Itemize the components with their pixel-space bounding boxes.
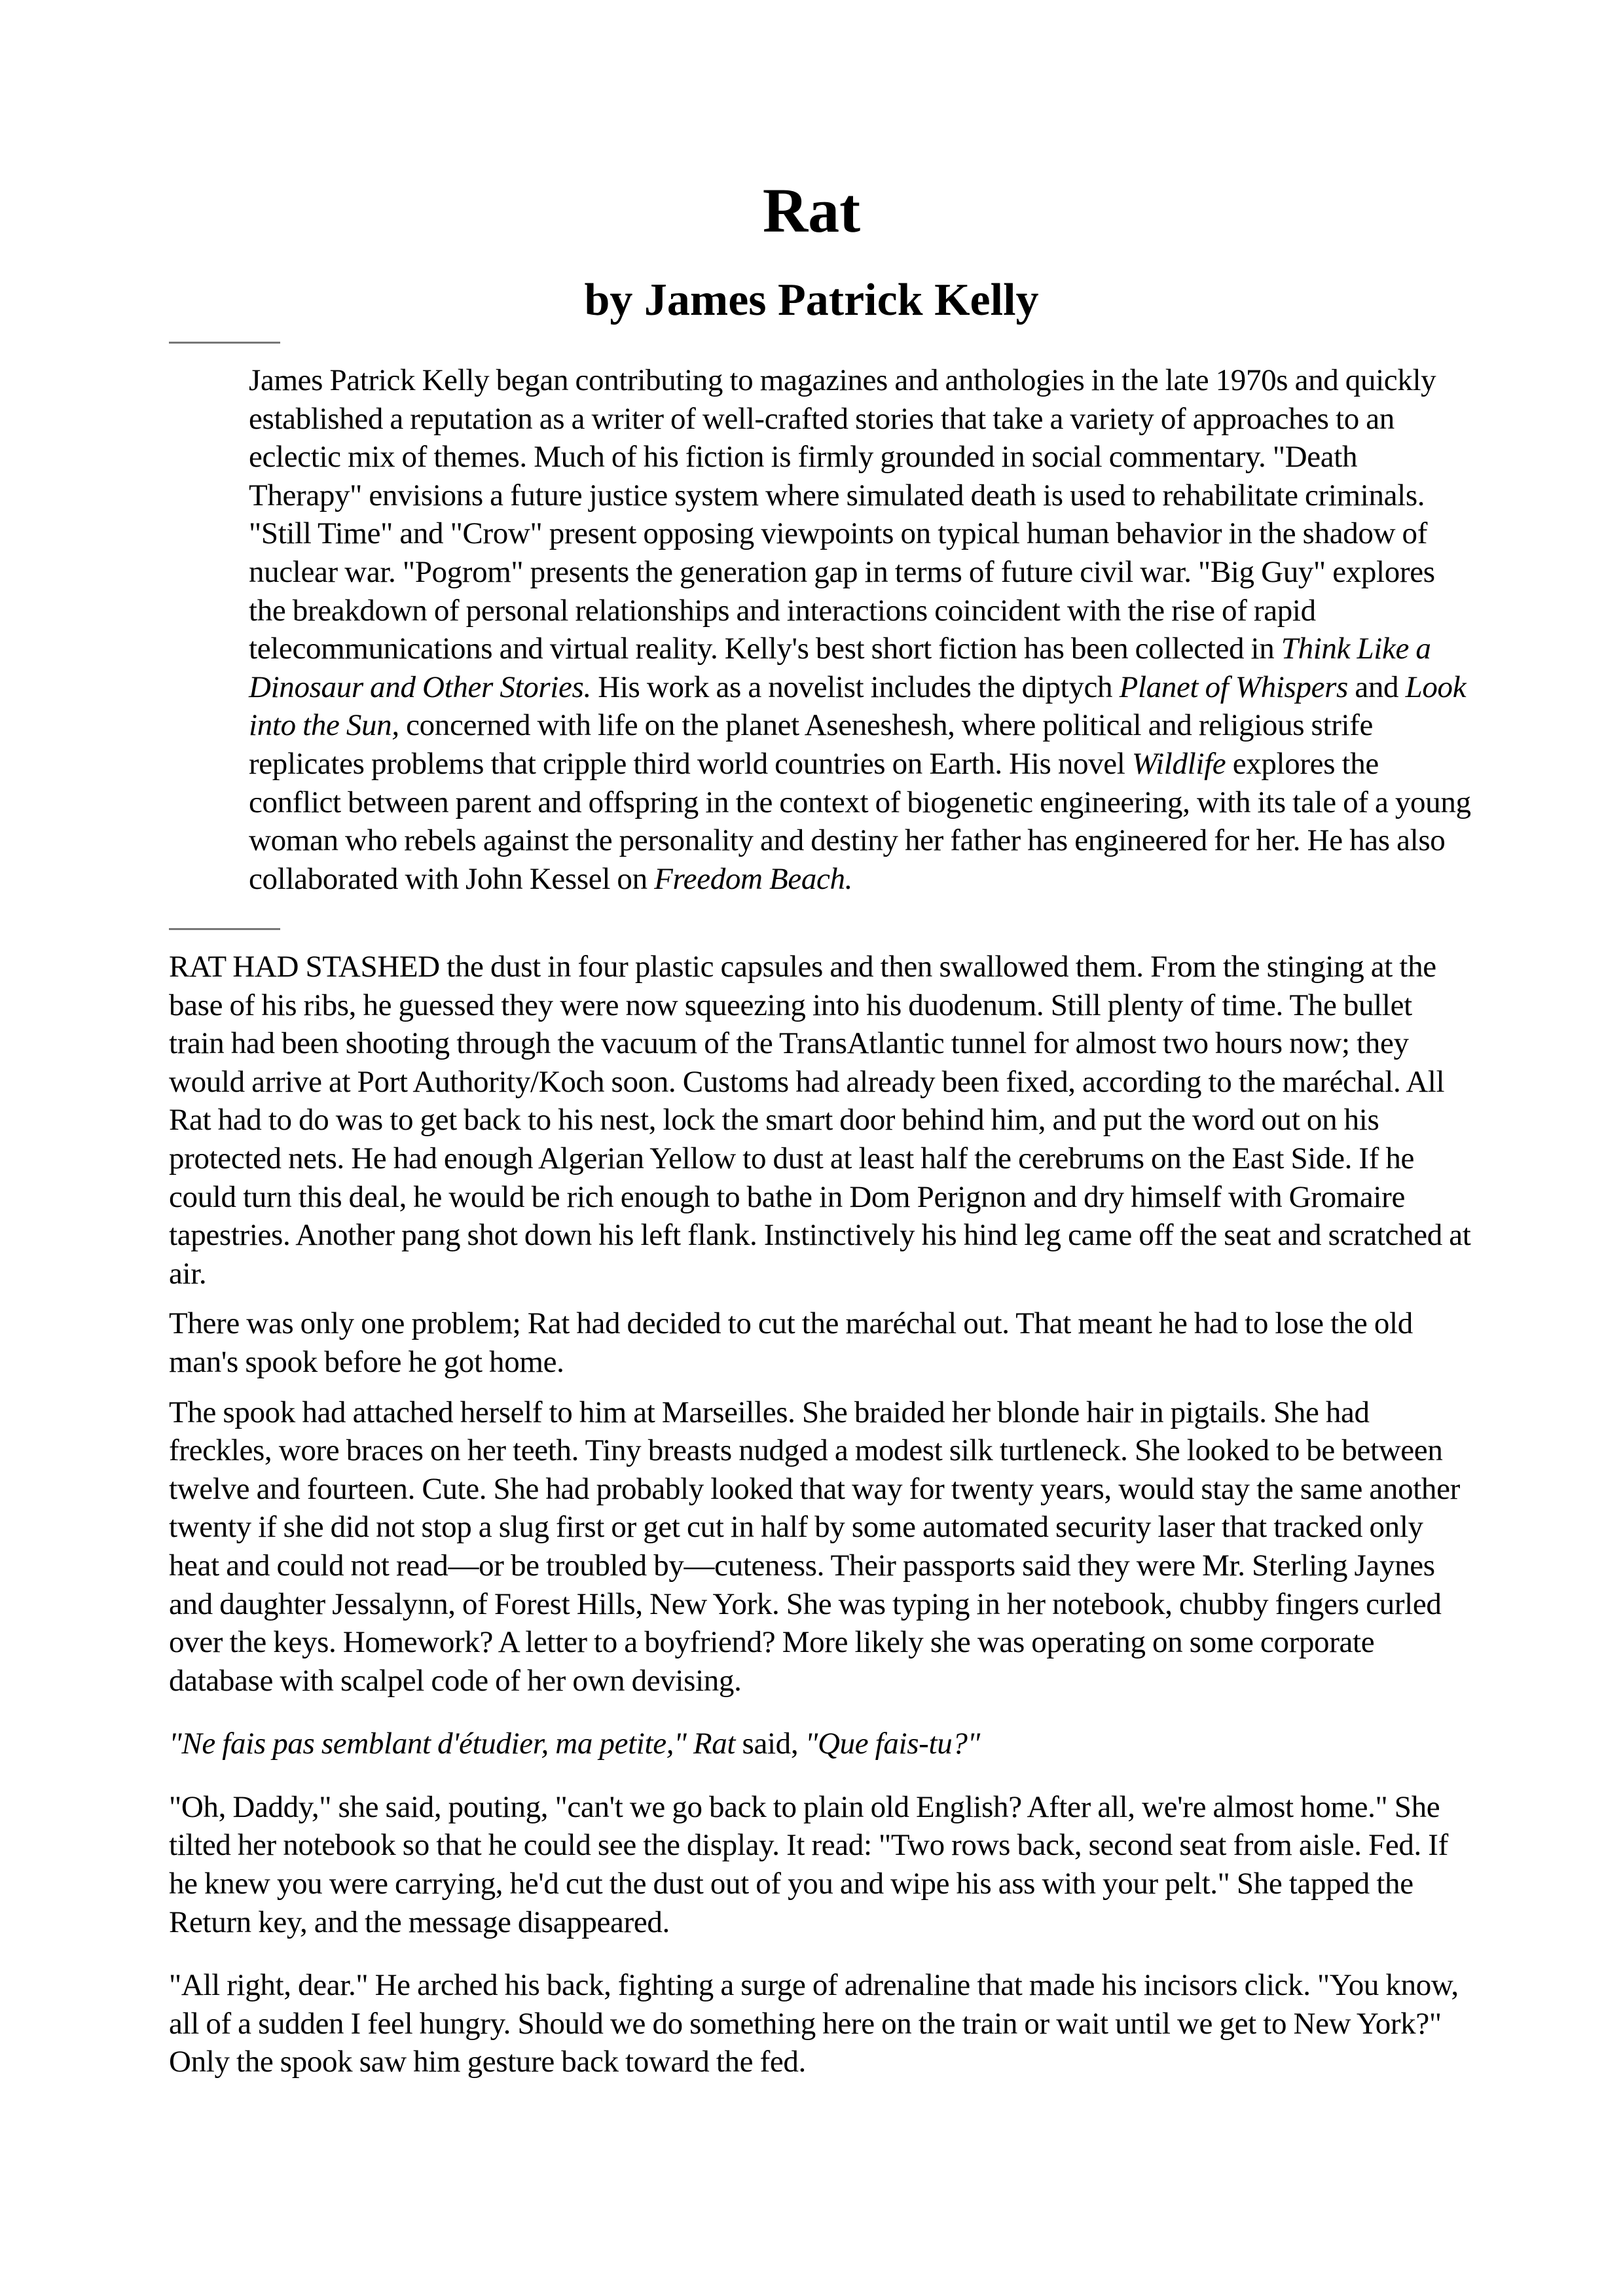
- story-paragraph: "All right, dear." He arched his back, fighting a surge of adrenaline that made his incisors click. "You know, all of a sudden I feel hungry. Should we do something here on the train or wait until we get to New York?" Only the spook saw him gesture back toward the fed.: [169, 1968, 1459, 2079]
- story-paragraph: "Oh, Daddy," she said, pouting, "can't we go back to plain old English? After all, we're almost home." She tilted her notebook so that he could see the display. It read: "Two rows back, second seat from aisle. Fed. If he knew you were carrying, he'd cut the dust out of you and wipe his ass with your pelt." She tapped the Return key, and the message disappeared.: [169, 1789, 1448, 1939]
- intro-text: His work as a novelist includes the diptych: [591, 670, 1120, 704]
- story-body: [169, 948, 1473, 2093]
- story-title: Rat: [762, 175, 861, 245]
- story-paragraph: [169, 1725, 1473, 1763]
- intro-bottom-rule: [169, 928, 280, 930]
- intro-text: explores the conflict between parent and offspring in the context of biogenetic engineering, with its tale of a young woman who rebels against the personality and destiny her father has engineered for her. He has also collaborated with John Kessel on: [249, 746, 1471, 896]
- story-byline: by James Patrick Kelly: [584, 275, 1039, 325]
- intro-text: concerned with life on the planet Aseneshesh, where political and religious strife replicates problems that cripple third world countries on Earth. His novel: [249, 708, 1374, 781]
- story-paragraph: The spook had attached herself to him at Marseilles. She braided her blonde hair in pigtails. She had freckles, wore braces on her teeth. Tiny breasts nudged a modest silk turtleneck. She looked to be between twelve and fourteen. Cute. She had probably looked that way for twenty years, would stay the same another twenty if she did not stop a slug first or get cut in half by some automated security laser that tracked only heat and could not read—or be troubled by—cuteness. Their passports said they were Mr. Sterling Jaynes and daughter Jessalynn, of Forest Hills, New York. She was typing in her notebook, chubby fingers curled over the keys. Homework? A letter to a boyfriend? More likely she was operating on some corporate database with scalpel code of her own devising.: [169, 1395, 1460, 1698]
- dialogue-tag: said,: [735, 1727, 805, 1761]
- intro-book-title: Look into the Sun,: [249, 670, 1467, 743]
- intro-text: and: [1347, 670, 1406, 704]
- intro-top-rule: [169, 342, 280, 344]
- intro-book-title: Planet of Whispers: [1119, 670, 1348, 704]
- intro-book-title: Wildlife: [1131, 746, 1226, 781]
- story-paragraph: There was only one problem; Rat had decided to cut the maréchal out. That meant he had to lose the old man's spook before he got home.: [169, 1306, 1413, 1379]
- french-dialogue: "Ne fais pas semblant d'étudier, ma petite," Rat: [169, 1727, 736, 1761]
- intro-text: James Patrick Kelly began contributing to magazines and anthologies in the late 1970s and quickly established a reputation as a writer of well-crafted stories that take a variety of approaches to an eclectic mix of themes. Much of his fiction is firmly grounded in social commentary. "Death Therapy" envisions a future justice system where simulated death is used to rehabilitate criminals. "Still Time" and "Crow" present opposing viewpoints on typical human behavior in the shadow of nuclear war. "Pogrom" presents the generation gap in terms of future civil war. "Big Guy" explores the breakdown of personal relationships and interactions coincident with the rise of rapid telecommunications and virtual reality. Kelly's best short fiction has been collected in: [249, 363, 1436, 666]
- french-dialogue: "Que fais-tu?": [805, 1727, 980, 1761]
- intro-book-title: Freedom Beach.: [654, 861, 853, 896]
- story-paragraph: RAT HAD STASHED the dust in four plastic capsules and then swallowed them. From the stinging at the base of his ribs, he guessed they were now squeezing into his duodenum. Still plenty of time. The bullet train had been shooting through the vacuum of the TransAtlantic tunnel for almost two hours now; they would arrive at Port Authority/Koch soon. Customs had already been fixed, according to the maréchal. All Rat had to do was to get back to his nest, lock the smart door behind him, and put the word out on his protected nets. He had enough Algerian Yellow to dust at least half the cerebrums on the East Side. If he could turn this deal, he would be rich enough to bathe in Dom Perignon and dry himself with Gromaire tapestries. Another pang shot down his left flank. Instinctively his hind leg came off the seat and scratched at air.: [169, 950, 1471, 1291]
- intro-book-title: Think Like a Dinosaur and Other Stories.: [249, 632, 1431, 704]
- author-intro: [249, 361, 1473, 898]
